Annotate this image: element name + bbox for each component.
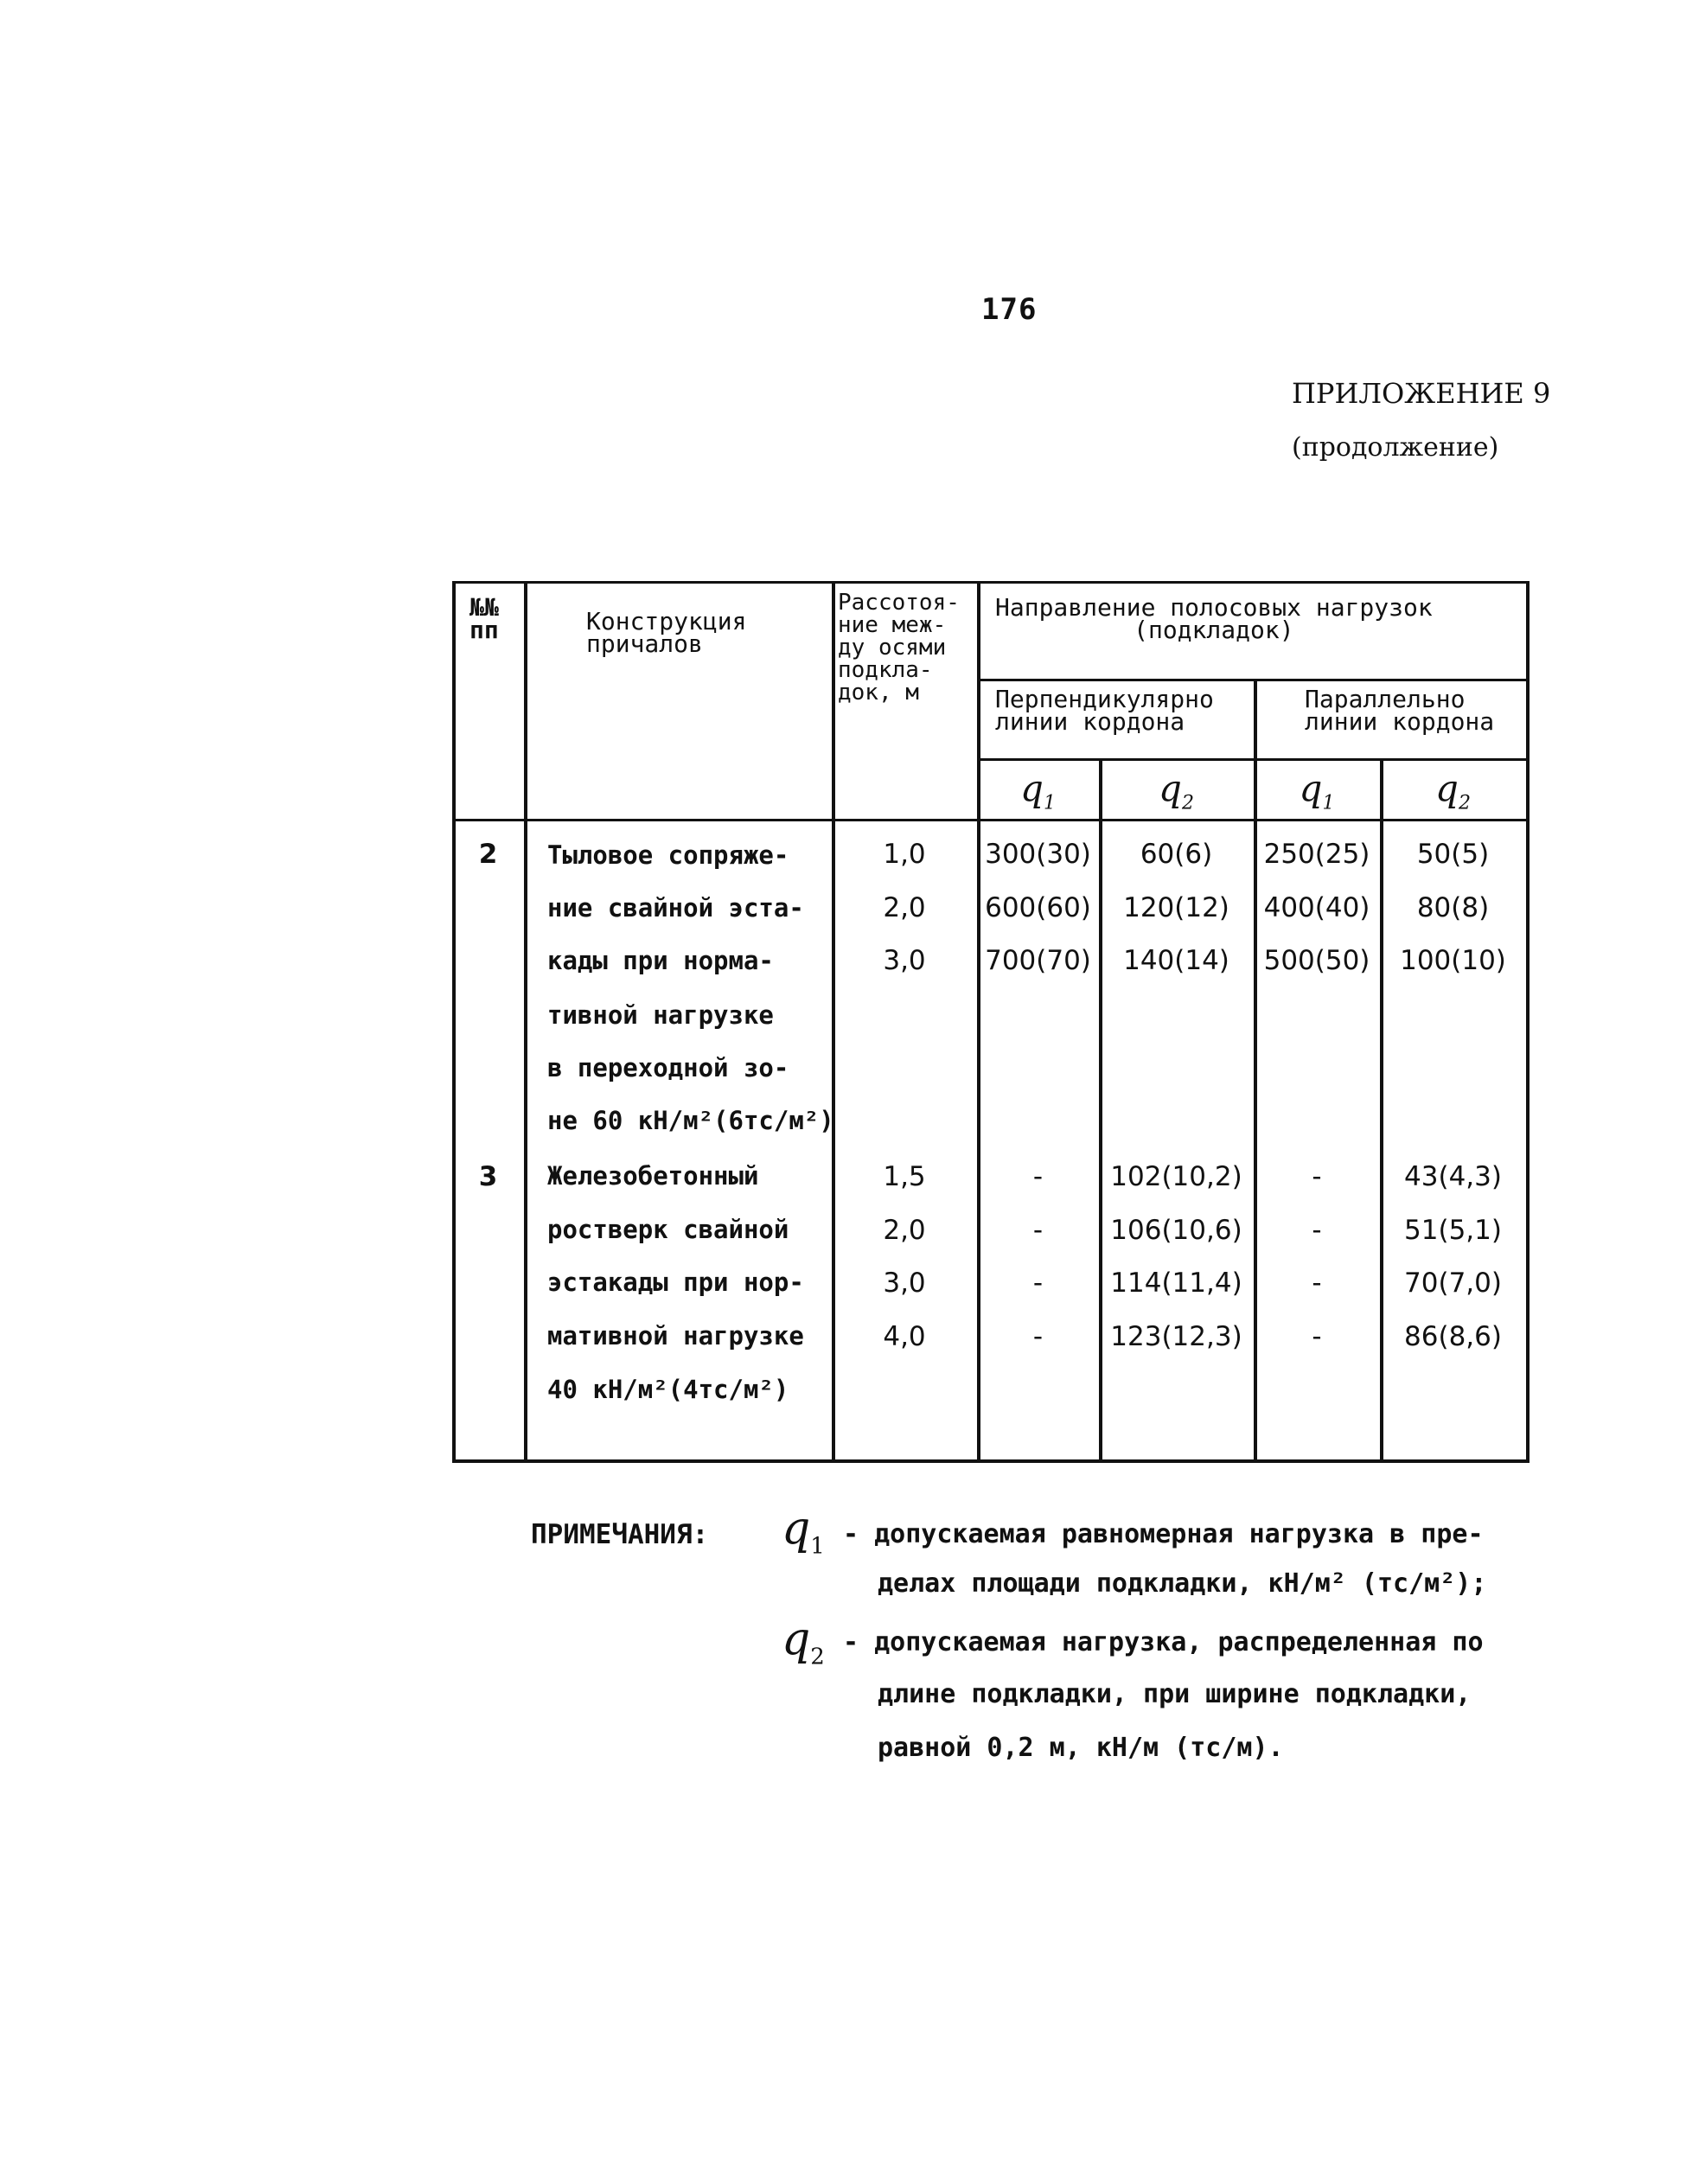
header-construction: Конструкция причалов [586,607,747,658]
par-q1-value: 500(50) [1263,945,1370,976]
perp-q2-value: 140(14) [1123,945,1229,976]
header-num: №№ пп [469,593,499,644]
row-number: 3 [478,1161,498,1192]
par-q2-value: 51(5,1) [1404,1215,1502,1246]
perp-q2-value: 120(12) [1123,892,1229,923]
description-line: мативной нагрузке [547,1321,804,1351]
perp-q2-value: 114(11,4) [1110,1268,1242,1299]
description-line: ростверк свайной [547,1215,789,1244]
par-q1-value: - [1312,1321,1322,1352]
par-q1-value: - [1312,1215,1322,1246]
note-q2-symbol: $q_2$ [782,1613,825,1670]
perp-q2-value: 106(10,6) [1110,1215,1242,1246]
description-line: Железобетонный [547,1161,759,1191]
load-table [452,581,1530,1463]
note-q1-symbol: $q_1$ [782,1503,825,1560]
perp-q1-value: 300(30) [985,839,1091,870]
distance-value: 3,0 [883,945,926,976]
header-parallel: Параллельно линии кордона [1305,685,1495,736]
par-q1-value: 400(40) [1263,892,1370,923]
par-q2-value: 80(8) [1416,892,1490,923]
description-line: эстакады при нор- [547,1268,804,1297]
perp-q1-value: - [1032,1268,1044,1299]
page-number: 176 [981,292,1038,327]
header-perpendicular: Перпендикулярно линии кордона [995,685,1214,736]
header-par-q1: $q_1$ [1299,767,1335,814]
distance-value: 3,0 [883,1268,926,1299]
header-perp-q1: $q_1$ [1020,767,1056,814]
distance-value: 4,0 [883,1321,926,1352]
header-direction: Направление полосовых нагрузок (подкладок) [995,593,1433,644]
note-q2-line: равной 0,2 м, кН/м (тс/м). [878,1733,1284,1763]
description-line: тивной нагрузке [547,1000,774,1030]
distance-value: 1,5 [883,1161,926,1192]
note-q1-line: делах площади подкладки, кН/м² (тс/м²); [878,1568,1487,1599]
row-number: 2 [478,839,498,870]
col-border [452,581,456,1463]
description-line: в переходной зо- [547,1053,789,1082]
appendix-title: ПРИЛОЖЕНИЕ 9 [1292,377,1551,410]
description-line: ние свайной эста- [547,893,804,923]
par-q1-value: - [1312,1268,1322,1299]
table-top-border [452,581,1530,584]
par-q2-value: 50(5) [1416,839,1490,870]
par-q2-value: 100(10) [1400,945,1506,976]
table-bottom-border [452,1459,1530,1463]
header-distance: Рассотоя- ние меж- ду осями подкла- док, м [838,590,960,706]
distance-value: 2,0 [883,892,926,923]
par-q1-value: - [1312,1161,1322,1192]
par-q2-value: 86(8,6) [1404,1321,1502,1352]
perp-q2-value: 60(6) [1140,839,1213,870]
note-q1-line: - допускаемая равномерная нагрузка в пре- [843,1519,1484,1549]
description-line: 40 кН/м²(4тс/м²) [547,1375,789,1404]
description-line: не 60 кН/м²(6тс/м²) [547,1106,834,1135]
par-q1-value: 250(25) [1263,839,1370,870]
col-border [524,581,527,1463]
note-q2-line: - допускаемая нагрузка, распределенная по [843,1627,1484,1657]
perp-q2-value: 102(10,2) [1110,1161,1242,1192]
distance-value: 2,0 [883,1215,926,1246]
perp-q1-value: - [1032,1321,1044,1352]
description-line: кады при норма- [547,946,774,975]
par-q2-value: 70(7,0) [1404,1268,1502,1299]
header-par-q2: $q_2$ [1435,767,1471,814]
description-line: Тыловое сопряже- [547,840,789,870]
distance-value: 1,0 [883,839,926,870]
perp-q1-value: - [1032,1215,1044,1246]
par-q2-value: 43(4,3) [1404,1161,1502,1192]
header-bottom-border [452,819,1530,821]
perp-q2-value: 123(12,3) [1110,1321,1242,1352]
perp-q1-value: - [1032,1161,1044,1192]
header-perp-q2: $q_2$ [1159,767,1194,814]
perp-q1-value: 700(70) [985,945,1091,976]
notes-label: ПРИМЕЧАНИЯ: [531,1519,709,1550]
note-q2-line: длине подкладки, при ширине подкладки, [878,1679,1472,1709]
col-border [1526,581,1530,1463]
perp-q1-value: 600(60) [985,892,1091,923]
appendix-continuation: (продолжение) [1292,432,1499,463]
